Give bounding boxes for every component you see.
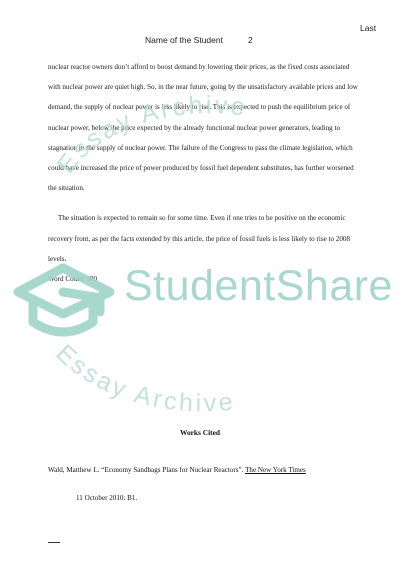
citation-entry bbox=[48, 456, 368, 512]
works-cited-title: Works Cited bbox=[179, 428, 221, 437]
header-page-number: 2 bbox=[248, 35, 253, 45]
header-student-name: Name of the Student bbox=[145, 35, 223, 45]
citation-line-2: 11 October 2010: B1. bbox=[76, 494, 138, 502]
watermark-logo-text: StudentShare bbox=[124, 262, 393, 310]
body-text bbox=[48, 57, 358, 289]
svg-text:Essay Archive bbox=[51, 339, 237, 417]
body-paragraph-2: The situation is expected to remain so for some time. Even if one tries to be positive on the economic recovery front, as per the facts extended by this article, the price of fossil fuels is less likely to rise to 2008 levels. bbox=[48, 214, 350, 263]
header-last: Last bbox=[360, 23, 377, 33]
watermark-archive-top: Essay Archive bbox=[51, 91, 250, 179]
footnote-rule bbox=[48, 542, 60, 543]
citation-line-1 bbox=[48, 456, 368, 484]
citation-text: Wald, Matthew L. “Economy Sandbags Plans for Nuclear Reactors”. bbox=[48, 466, 246, 474]
body-paragraph-1: nuclear reactor owners don’t afford to boost demand by lowering their prices, as the fixed costs associated with nuclear power are quiet high. So, in the near future, going by the unsatisfactory available prices and low demand, the supply of nuclear power is less likely to rise. This is expected to push the equilibrium price of nuclear power, below the price expected by the already functional nuclear power generators, leading to stagnation in the supply of nuclear power. The failure of the Congress to pass the climate legislation, which could have increased the price of power produced by fossil fuel dependent substitutes, has further worsened the situation. bbox=[48, 63, 358, 193]
word-count: Word Count: 380 bbox=[48, 275, 98, 284]
watermark-archive-bottom: Essay Archive bbox=[50, 339, 237, 418]
citation-source: The New York Times bbox=[245, 466, 306, 474]
